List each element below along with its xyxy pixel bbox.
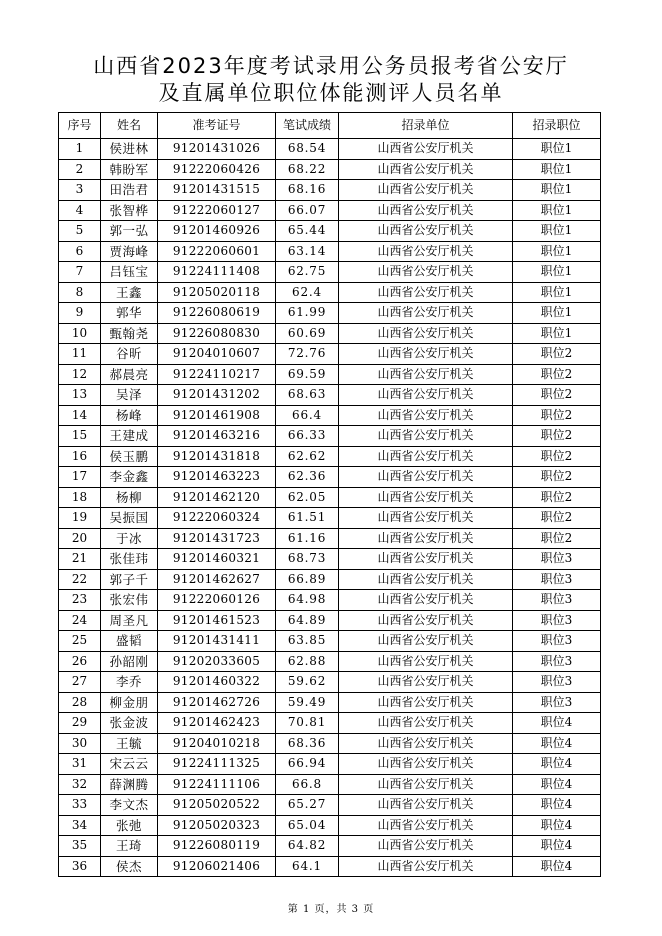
cell-score: 68.16 [276,180,339,201]
cell-score: 65.44 [276,221,339,242]
cell-name: 于冰 [101,528,158,549]
table-row [59,836,601,857]
cell-seq: 1 [59,139,101,160]
cell-exam-id: 91204010607 [158,344,276,365]
table-row [59,467,601,488]
cell-score: 68.73 [276,549,339,570]
cell-seq: 33 [59,795,101,816]
cell-seq: 13 [59,385,101,406]
cell-name: 郭华 [101,303,158,324]
table-row [59,200,601,221]
cell-unit: 山西省公安厅机关 [339,856,513,877]
cell-exam-id: 91205020118 [158,282,276,303]
cell-seq: 34 [59,815,101,836]
header-score: 笔试成绩 [276,113,339,139]
cell-name: 甄翰尧 [101,323,158,344]
cell-name: 孙韶刚 [101,651,158,672]
table-row [59,692,601,713]
cell-score: 66.89 [276,569,339,590]
cell-exam-id: 91226080619 [158,303,276,324]
cell-exam-id: 91201431723 [158,528,276,549]
cell-seq: 12 [59,364,101,385]
cell-exam-id: 91201431515 [158,180,276,201]
table-row [59,569,601,590]
cell-seq: 21 [59,549,101,570]
cell-position: 职位4 [513,856,601,877]
cell-exam-id: 91205020522 [158,795,276,816]
cell-score: 59.49 [276,692,339,713]
document-title-line2: 及直属单位职位体能测评人员名单 [158,81,504,105]
cell-score: 64.82 [276,836,339,857]
cell-score: 61.51 [276,508,339,529]
cell-unit: 山西省公安厅机关 [339,180,513,201]
table-row [59,713,601,734]
table-row [59,405,601,426]
cell-exam-id: 91201431026 [158,139,276,160]
cell-position: 职位3 [513,569,601,590]
header-seq: 序号 [59,113,101,139]
cell-unit: 山西省公安厅机关 [339,631,513,652]
cell-name: 田浩君 [101,180,158,201]
table-row [59,733,601,754]
cell-exam-id: 91201431411 [158,631,276,652]
cell-name: 柳金朋 [101,692,158,713]
cell-name: 李乔 [101,672,158,693]
cell-exam-id: 91201463216 [158,426,276,447]
cell-position: 职位2 [513,405,601,426]
table-row [59,446,601,467]
cell-exam-id: 91201462120 [158,487,276,508]
cell-seq: 15 [59,426,101,447]
cell-score: 62.4 [276,282,339,303]
cell-name: 韩盼军 [101,159,158,180]
document-title-line1: 山西省2023年度考试录用公务员报考省公安厅 [93,54,569,78]
cell-position: 职位1 [513,180,601,201]
cell-seq: 4 [59,200,101,221]
table-row [59,631,601,652]
cell-position: 职位3 [513,631,601,652]
cell-position: 职位1 [513,303,601,324]
cell-exam-id: 91222060426 [158,159,276,180]
cell-unit: 山西省公安厅机关 [339,713,513,734]
cell-position: 职位4 [513,815,601,836]
cell-name: 张弛 [101,815,158,836]
cell-exam-id: 91201460322 [158,672,276,693]
cell-score: 62.62 [276,446,339,467]
header-position: 招录职位 [513,113,601,139]
header-exam-id: 准考证号 [158,113,276,139]
cell-position: 职位2 [513,446,601,467]
table-row [59,344,601,365]
cell-seq: 23 [59,590,101,611]
cell-unit: 山西省公安厅机关 [339,549,513,570]
cell-score: 63.14 [276,241,339,262]
table-row [59,262,601,283]
table-row [59,221,601,242]
cell-unit: 山西省公安厅机关 [339,590,513,611]
cell-name: 侯进林 [101,139,158,160]
cell-score: 65.04 [276,815,339,836]
cell-score: 66.07 [276,200,339,221]
cell-name: 杨峰 [101,405,158,426]
cell-score: 62.88 [276,651,339,672]
cell-position: 职位4 [513,774,601,795]
cell-unit: 山西省公安厅机关 [339,241,513,262]
table-row [59,754,601,775]
cell-position: 职位1 [513,282,601,303]
cell-name: 盛韬 [101,631,158,652]
cell-unit: 山西省公安厅机关 [339,262,513,283]
cell-position: 职位1 [513,159,601,180]
cell-position: 职位4 [513,795,601,816]
table-row [59,159,601,180]
cell-position: 职位2 [513,467,601,488]
cell-name: 王建成 [101,426,158,447]
cell-seq: 30 [59,733,101,754]
cell-unit: 山西省公安厅机关 [339,364,513,385]
cell-score: 63.85 [276,631,339,652]
cell-name: 周圣凡 [101,610,158,631]
cell-score: 68.22 [276,159,339,180]
cell-exam-id: 91205020323 [158,815,276,836]
cell-seq: 24 [59,610,101,631]
cell-unit: 山西省公安厅机关 [339,385,513,406]
cell-seq: 5 [59,221,101,242]
cell-name: 郭一弘 [101,221,158,242]
cell-unit: 山西省公安厅机关 [339,528,513,549]
cell-position: 职位4 [513,754,601,775]
table-row [59,672,601,693]
cell-score: 68.63 [276,385,339,406]
table-row [59,385,601,406]
cell-unit: 山西省公安厅机关 [339,323,513,344]
cell-exam-id: 91222060126 [158,590,276,611]
cell-exam-id: 91201461523 [158,610,276,631]
cell-unit: 山西省公安厅机关 [339,221,513,242]
cell-position: 职位2 [513,385,601,406]
cell-unit: 山西省公安厅机关 [339,139,513,160]
cell-score: 64.89 [276,610,339,631]
cell-unit: 山西省公安厅机关 [339,795,513,816]
cell-unit: 山西省公安厅机关 [339,569,513,590]
cell-name: 侯杰 [101,856,158,877]
cell-name: 王毓 [101,733,158,754]
cell-exam-id: 91224111106 [158,774,276,795]
cell-name: 吴泽 [101,385,158,406]
cell-position: 职位1 [513,139,601,160]
cell-seq: 31 [59,754,101,775]
cell-seq: 10 [59,323,101,344]
cell-unit: 山西省公安厅机关 [339,200,513,221]
cell-seq: 27 [59,672,101,693]
cell-position: 职位4 [513,733,601,754]
cell-position: 职位3 [513,651,601,672]
cell-position: 职位2 [513,487,601,508]
page-footer: 第 1 页，共 3 页 [287,904,375,915]
cell-position: 职位2 [513,426,601,447]
table-row [59,815,601,836]
cell-seq: 2 [59,159,101,180]
cell-score: 61.99 [276,303,339,324]
table-row [59,139,601,160]
cell-score: 66.8 [276,774,339,795]
cell-score: 64.98 [276,590,339,611]
header-unit: 招录单位 [339,113,513,139]
cell-seq: 9 [59,303,101,324]
cell-unit: 山西省公安厅机关 [339,467,513,488]
cell-exam-id: 91224110217 [158,364,276,385]
cell-score: 66.94 [276,754,339,775]
cell-position: 职位4 [513,836,601,857]
cell-name: 李金鑫 [101,467,158,488]
cell-unit: 山西省公安厅机关 [339,754,513,775]
table-row [59,241,601,262]
table-row [59,774,601,795]
cell-name: 贾海峰 [101,241,158,262]
cell-unit: 山西省公安厅机关 [339,610,513,631]
cell-name: 侯玉鹏 [101,446,158,467]
cell-unit: 山西省公安厅机关 [339,672,513,693]
table-row [59,364,601,385]
cell-seq: 29 [59,713,101,734]
cell-name: 谷昕 [101,344,158,365]
table-row [59,610,601,631]
cell-score: 59.62 [276,672,339,693]
cell-unit: 山西省公安厅机关 [339,405,513,426]
cell-exam-id: 91201462627 [158,569,276,590]
cell-exam-id: 91201461908 [158,405,276,426]
cell-exam-id: 91204010218 [158,733,276,754]
cell-position: 职位3 [513,672,601,693]
cell-seq: 7 [59,262,101,283]
cell-unit: 山西省公安厅机关 [339,774,513,795]
cell-exam-id: 91201431202 [158,385,276,406]
cell-seq: 16 [59,446,101,467]
cell-unit: 山西省公安厅机关 [339,282,513,303]
table-body [59,139,601,877]
cell-score: 68.36 [276,733,339,754]
cell-name: 郭子千 [101,569,158,590]
cell-exam-id: 91222060324 [158,508,276,529]
cell-name: 吕钰宝 [101,262,158,283]
cell-seq: 32 [59,774,101,795]
cell-seq: 18 [59,487,101,508]
cell-seq: 6 [59,241,101,262]
cell-unit: 山西省公安厅机关 [339,446,513,467]
table-row [59,549,601,570]
cell-seq: 19 [59,508,101,529]
cell-exam-id: 91201460321 [158,549,276,570]
table-row [59,180,601,201]
cell-seq: 22 [59,569,101,590]
cell-exam-id: 91201462423 [158,713,276,734]
cell-score: 64.1 [276,856,339,877]
cell-score: 68.54 [276,139,339,160]
cell-name: 张金波 [101,713,158,734]
cell-seq: 20 [59,528,101,549]
table-row [59,303,601,324]
table-row [59,426,601,447]
cell-score: 66.33 [276,426,339,447]
cell-score: 66.4 [276,405,339,426]
cell-seq: 11 [59,344,101,365]
cell-position: 职位3 [513,590,601,611]
cell-exam-id: 91222060127 [158,200,276,221]
cell-position: 职位4 [513,713,601,734]
header-row [59,113,601,139]
cell-score: 69.59 [276,364,339,385]
cell-unit: 山西省公安厅机关 [339,487,513,508]
cell-position: 职位2 [513,508,601,529]
cell-unit: 山西省公安厅机关 [339,303,513,324]
cell-unit: 山西省公安厅机关 [339,426,513,447]
cell-score: 62.75 [276,262,339,283]
cell-exam-id: 91224111408 [158,262,276,283]
cell-score: 61.16 [276,528,339,549]
cell-position: 职位2 [513,528,601,549]
cell-exam-id: 91201431818 [158,446,276,467]
cell-name: 李文杰 [101,795,158,816]
cell-score: 72.76 [276,344,339,365]
cell-unit: 山西省公安厅机关 [339,815,513,836]
cell-exam-id: 91201460926 [158,221,276,242]
cell-seq: 35 [59,836,101,857]
cell-name: 宋云云 [101,754,158,775]
cell-seq: 28 [59,692,101,713]
cell-exam-id: 91202033605 [158,651,276,672]
cell-position: 职位3 [513,692,601,713]
cell-score: 62.36 [276,467,339,488]
cell-seq: 25 [59,631,101,652]
table-row [59,508,601,529]
cell-position: 职位3 [513,610,601,631]
cell-unit: 山西省公安厅机关 [339,651,513,672]
cell-name: 吴振国 [101,508,158,529]
cell-position: 职位3 [513,549,601,570]
cell-score: 65.27 [276,795,339,816]
cell-score: 70.81 [276,713,339,734]
candidate-table [58,112,601,877]
cell-unit: 山西省公安厅机关 [339,159,513,180]
cell-exam-id: 91226080119 [158,836,276,857]
cell-name: 张佳玮 [101,549,158,570]
cell-seq: 14 [59,405,101,426]
cell-name: 王琦 [101,836,158,857]
cell-position: 职位1 [513,200,601,221]
cell-position: 职位1 [513,241,601,262]
table-row [59,590,601,611]
cell-seq: 8 [59,282,101,303]
cell-seq: 17 [59,467,101,488]
cell-seq: 3 [59,180,101,201]
table-row [59,528,601,549]
cell-position: 职位1 [513,323,601,344]
cell-position: 职位2 [513,364,601,385]
cell-name: 杨柳 [101,487,158,508]
cell-score: 60.69 [276,323,339,344]
header-name: 姓名 [101,113,158,139]
cell-name: 郝晨亮 [101,364,158,385]
table-row [59,487,601,508]
cell-name: 张宏伟 [101,590,158,611]
cell-name: 薛渊腾 [101,774,158,795]
cell-exam-id: 91201463223 [158,467,276,488]
cell-name: 王鑫 [101,282,158,303]
cell-exam-id: 91224111325 [158,754,276,775]
cell-exam-id: 91206021406 [158,856,276,877]
cell-score: 62.05 [276,487,339,508]
cell-unit: 山西省公安厅机关 [339,733,513,754]
table-row [59,856,601,877]
table-row [59,282,601,303]
cell-unit: 山西省公安厅机关 [339,692,513,713]
cell-exam-id: 91222060601 [158,241,276,262]
table-row [59,651,601,672]
cell-exam-id: 91226080830 [158,323,276,344]
table-row [59,795,601,816]
cell-position: 职位1 [513,262,601,283]
cell-seq: 36 [59,856,101,877]
cell-position: 职位2 [513,344,601,365]
cell-seq: 26 [59,651,101,672]
cell-unit: 山西省公安厅机关 [339,344,513,365]
cell-name: 张智桦 [101,200,158,221]
table-row [59,323,601,344]
cell-unit: 山西省公安厅机关 [339,836,513,857]
cell-position: 职位1 [513,221,601,242]
cell-exam-id: 91201462726 [158,692,276,713]
cell-unit: 山西省公安厅机关 [339,508,513,529]
table-header [59,113,601,139]
